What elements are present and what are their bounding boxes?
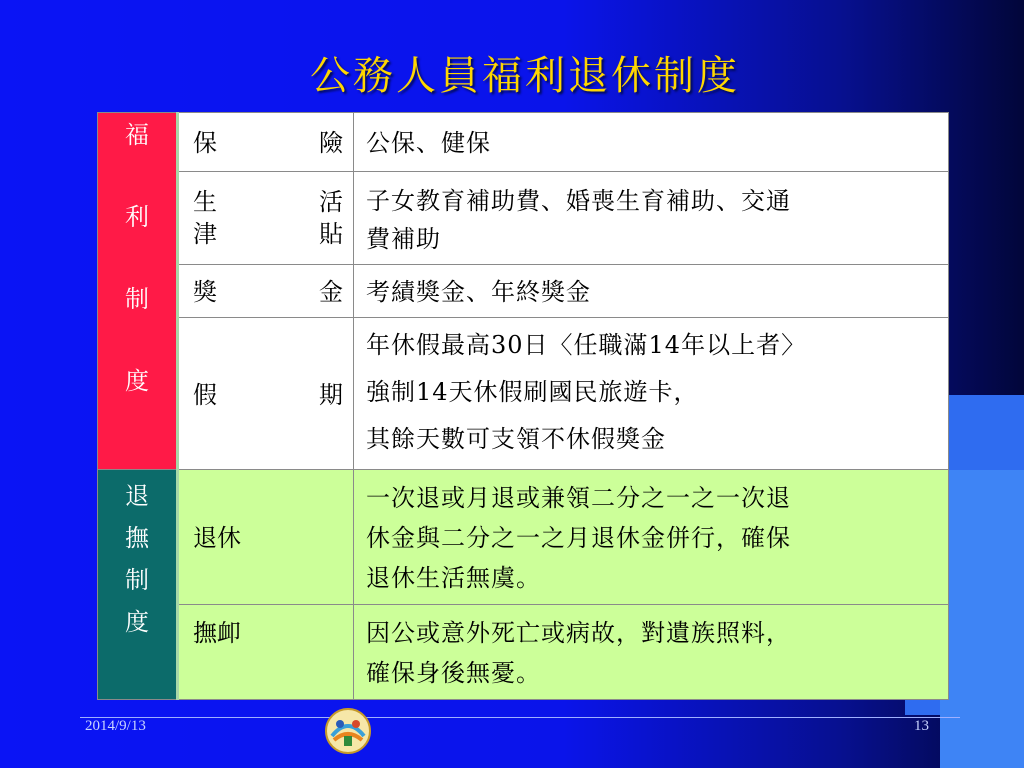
row-label-living-allowance: 生 活 津 貼 bbox=[178, 172, 354, 265]
table-row bbox=[98, 470, 949, 605]
row-value-bonus: 考績獎金、年終獎金 bbox=[354, 265, 949, 318]
row-value-survivor-benefit: 因公或意外死亡或病故，對遺族照料， 確保身後無憂。 bbox=[354, 605, 949, 700]
table-row bbox=[98, 172, 949, 265]
row-value-insurance: 公保、健保 bbox=[354, 113, 949, 172]
row-label-insurance: 保 險 bbox=[178, 113, 354, 172]
category-char: 制 bbox=[125, 566, 149, 594]
footer-divider bbox=[80, 717, 960, 718]
page-number: 13 bbox=[914, 718, 929, 734]
row-value-leave: 年休假最高30日〈任職滿14年以上者〉 強制14天休假刷國民旅遊卡， 其餘天數可支領不休假獎金 bbox=[354, 318, 949, 470]
category-char: 退 bbox=[125, 482, 149, 510]
category-char: 度 bbox=[125, 367, 149, 395]
row-value-retirement: 一次退或月退或兼領二分之一之一次退 休金與二分之一之月退休金併行，確保 退休生活無虞。 bbox=[354, 470, 949, 605]
category-char: 利 bbox=[125, 203, 149, 231]
category-char: 度 bbox=[125, 608, 149, 636]
people-circle-logo-icon bbox=[322, 706, 374, 756]
category-char: 撫 bbox=[125, 524, 149, 552]
table-row bbox=[98, 318, 949, 470]
slide-title: 公務人員福利退休制度 bbox=[310, 53, 740, 99]
footer-date: 2014/9/13 bbox=[85, 718, 146, 734]
row-label-bonus: 獎 金 bbox=[178, 265, 354, 318]
table-row bbox=[98, 113, 949, 172]
category-char: 福 bbox=[125, 121, 149, 149]
category-char: 制 bbox=[125, 285, 149, 313]
retirement-category-cell bbox=[98, 470, 178, 700]
table-row bbox=[98, 605, 949, 700]
welfare-category-cell bbox=[98, 113, 178, 470]
row-label-leave: 假 期 bbox=[178, 318, 354, 470]
row-value-living-allowance: 子女教育補助費、婚喪生育補助、交通 費補助 bbox=[354, 172, 949, 265]
welfare-retirement-table bbox=[97, 112, 949, 700]
row-label-survivor-benefit: 撫卹 bbox=[178, 605, 354, 700]
background-accent-block-light bbox=[940, 470, 1024, 768]
table-row bbox=[98, 265, 949, 318]
row-label-retirement: 退休 bbox=[178, 470, 354, 605]
